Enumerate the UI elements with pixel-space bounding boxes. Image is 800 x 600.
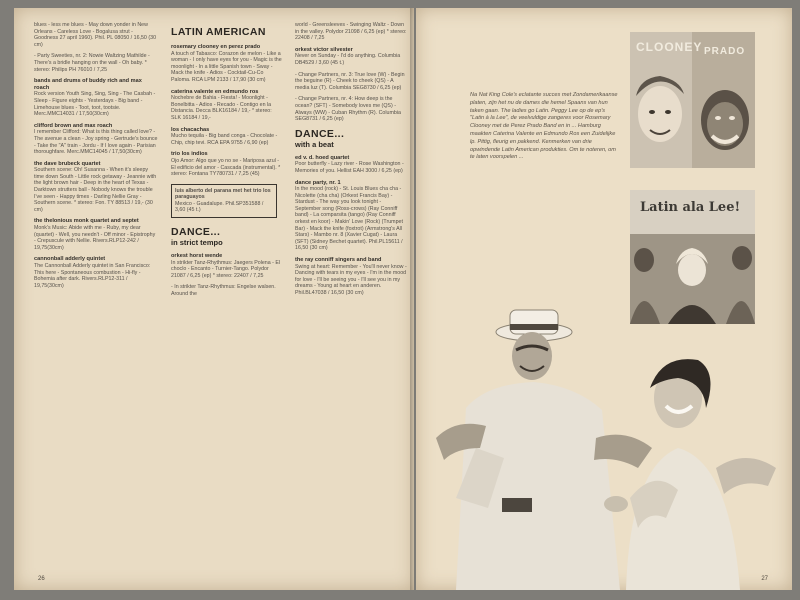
- record-entry-text: In the mood (rock) - St. Louis Blues cha cha - Nicolette (cha cha) (Orkest Francis Bay) - Stardust - The way you look tonight - September song (Ross-crows) (Ray Conniff band) - La comparsita (tango) (Ray Conniff orkest en koor) - Makin' Love (Rock) (Trumpet Bar) - Mack the knife (foxtrot) (Armstrong's All Stars) - Mambo nr. 8 (Xavier Cugat) - Laura (SFT) (Sidney Bechet quartet). Phil.PL15611 / 16,50 (30 cm): [295, 186, 403, 252]
- record-entry: [171, 284, 283, 297]
- record-entry-text: - Change Partners, nr. 4: How deep is the ocean? (SFT) - Somebody loves me (QS) - Always (WW) - Cuban Rhythm (R). Columbia SEG8731 / 6,25 (ep): [295, 96, 401, 123]
- record-entry-artist: rosemary clooney en perez prado: [171, 44, 261, 50]
- boxed-entry: luis alberto del parana met het trio los paraguayos Mexico - Guadalupe. Phil.SP351588 / 3,60 (45 t.): [171, 184, 277, 218]
- record-entry-text: In strikter Tanz-Rhythmus: Jaegers Polena - El choclo - Encanto - Turnier-Tango. Polydor 21087 / 6,25 (ep) * stereo: 22407 / 7,25: [171, 259, 281, 279]
- record-entry-artist: dance party, nr. 1: [295, 179, 341, 186]
- album-cover-clooney-prado: [630, 32, 755, 168]
- record-entry-artist: bands and drums of buddy rich and max roach: [34, 78, 142, 91]
- cover2-title: Latin ala Lee!: [640, 200, 741, 215]
- record-entry: [34, 22, 158, 48]
- record-entry-artist: the thelonious monk quartet and septet: [34, 218, 139, 225]
- record-entry-artist: cannonball adderly quintet: [34, 256, 106, 263]
- record-entry: [295, 257, 407, 297]
- record-entry: [34, 256, 158, 289]
- record-entry-text: Rock version Youth Sing, Sing, Sing - The Casbah - Sleep - Figure eights - Yesterdays - Big band - Limehouse blues - Toot, toot, tootsie. Merc.MMC14031 / 17,50(30cm): [34, 91, 156, 118]
- column-3: [295, 22, 407, 302]
- record-entry: [295, 155, 407, 175]
- record-entry-artist: ed v. d. hoed quartet: [295, 154, 350, 161]
- record-entry-artist: orkest horst wende: [171, 253, 223, 260]
- dancing-couple-illustration: [416, 298, 792, 590]
- record-entry-text: blues - less me blues - May down yonder in New Orleans - Careless Love - Bogalusa strut - Goodness 27 april 1960). Phil. PL 08050 / 16,50 (30 cm): [34, 22, 157, 48]
- column-1: [34, 22, 158, 294]
- left-page: [14, 8, 414, 590]
- record-entry-text: - In strikter Tanz-Rhythmus: Engelse walsen. Around the: [171, 284, 276, 298]
- section-dance-with-a-beat: DANCE... with a beat: [295, 127, 345, 149]
- cover1-title-clooney: CLOONEY: [636, 40, 703, 54]
- record-entry: [295, 72, 407, 92]
- record-entry-text: - Change Partners, nr. 3: True love (W) - Begin the beguine (R) - Cheek to cheek (QS) - A media luz (T). Columbia SEG8730 / 6,25 (ep): [295, 71, 405, 91]
- cover1-title-prado: PRADO: [704, 46, 746, 57]
- column-2: [171, 22, 283, 303]
- page-number-left: 26: [38, 576, 45, 582]
- record-entry-artist: trio los indios: [171, 151, 208, 158]
- record-entry: [34, 53, 158, 73]
- record-entry-artist: the dave brubeck quartet: [34, 160, 101, 167]
- record-entry-text: I remember Clifford: What is this thing called love? - The avenue a clean - Joy spring - Gertrude's bounce - Take the "A" train - Jordu - If I love again - Parisian thoroughfare. Merc.MMC14045 / 17,50(30cm): [34, 129, 158, 156]
- record-entry: [171, 253, 283, 279]
- record-entry: [171, 151, 283, 177]
- record-entry-text: world - Greensleeves - Swinging Waltz - Down in the valley. Polydor 21098 / 6,25 (ep) * stereo: 22408 / 7,25: [295, 22, 407, 42]
- record-entry: [34, 123, 158, 156]
- record-entry-text: Poor butterfly - Lazy river - Rose Washington - Memories of you. Hellist EAH 3000 / 6,25 (ep): [295, 161, 404, 174]
- record-entry-artist: caterina valente en edmundo ros: [171, 88, 259, 95]
- record-entry-artist: los chacachas: [171, 126, 210, 133]
- page-number-right: 27: [761, 576, 768, 582]
- record-entry: [295, 96, 407, 122]
- record-entry: [171, 127, 283, 147]
- record-entry-text: Nochebre de Bahia - Fiesta! - Moonlight - Bonelbitta - Adios - Recado - Contigo en la Distancia. Decca BLK16184 / 19,- * stereo: SLK 16184 / 19,-: [171, 95, 272, 121]
- dancing-couple-photo: [416, 298, 792, 590]
- record-entry: [295, 22, 407, 42]
- record-entry-text: Swing at heart: Remember - You'll never know - Dancing with tears in my eyes - I'm in the mood for love - I'll be seeing you - I'll see you in my dreams - Young at heart en anderen. Phil.BL47038 / 16,50 (30 cm): [295, 263, 407, 296]
- record-entry-text: - Party Sweeties, nr. 2: Nowie Waltzing Mathilde - There's a bridle hanging on the wall - Oh baby. * stereo: Philips PH 76010 / 7,25: [34, 53, 150, 73]
- record-entry-text: Never on Sunday - I'd do anything. Columbia DB4529 / 3,60 (45 t.): [295, 53, 401, 66]
- record-entry-text: Monk's Music: Abide with me - Ruby, my dear (quartet) - Well, you needn't - Off minor - Epistrophy - Crepuscule with Nellie. Rivers.RLP12-242 / 19,75(30cm): [34, 225, 156, 251]
- section-latin-american: LATIN AMERICAN: [171, 26, 266, 38]
- record-entry: [295, 47, 407, 67]
- record-entry-text: Mucho tequila - Big band conga - Chocolate - Chip, chip tevi. RCA EPA 9755 / 6,90 (ep): [171, 133, 278, 146]
- intro-text: Na Nat King Cole's eclatante succes met Zondamerikaanse platen, zijn het nu de dames die hemel Spaans van hun taken gaan. The ladies go Latin. Peggy Lee op de ep's "Latin à la Lee", de veelvuldige zangeres voor Rosemary Clooney met de Perez Prado Band en in ... Hamburg maakten Caterina Valente en Edmundo Ros een Zuidelijke lp. Pittig, fleurig en pakkend. Kenmerken van drie opwindende Latin American produkties. Om te noteren, om te laten voorspelen ...: [470, 92, 618, 161]
- record-entry-text: The Cannonball Adderly quintet in San Francisco: This here - Spontaneous combustion - Hi-fly - Bohemia after dark. Rivers.RLP12-311 / 19,75(30cm): [34, 263, 151, 289]
- section-dance-strict-tempo: DANCE... in strict tempo: [171, 226, 223, 248]
- record-entry: [34, 218, 158, 251]
- record-entry: [34, 161, 158, 214]
- record-entry-text: Ojo Amor: Algo que yo no se - Mariposa azul - El edificio del amor - Cascada (instrumental). * stereo: Fontana TY780731 / 7,25 (45): [171, 157, 281, 178]
- record-entry-artist: the ray conniff singers and band: [295, 257, 382, 264]
- record-entry-artist: clifford brown and max roach: [34, 122, 113, 129]
- record-entry-artist: orkest victor silvester: [295, 46, 353, 53]
- record-entry: [171, 44, 283, 84]
- right-page: [416, 8, 792, 590]
- record-entry-text: A touch of Tabasco: Corazon de melon - Like a woman - I only have eyes for you - Magic is the moonlight - In a little Spanish town - Sway - Mack the knife - Adios - Cocktail-Cu-Co Paloma. RCA LPM 2133 / 17,90 (30 cm): [171, 50, 282, 83]
- record-entry: [295, 180, 407, 253]
- record-entry: [171, 89, 283, 122]
- record-entry: [34, 78, 158, 118]
- record-entry-text: Southern scene: Oh! Susanna - When it's sleepy time down South - Little rock getaway - Jeannie with the light brown hair - Deep in the heart of Texas - Darktown strutters ball - Nobody knows the trouble I've seen - Happy times - Darling Nellie Gray - Southern scene. * stereo: Fon. TY 88513 / 19,- (30 cm): [34, 167, 157, 213]
